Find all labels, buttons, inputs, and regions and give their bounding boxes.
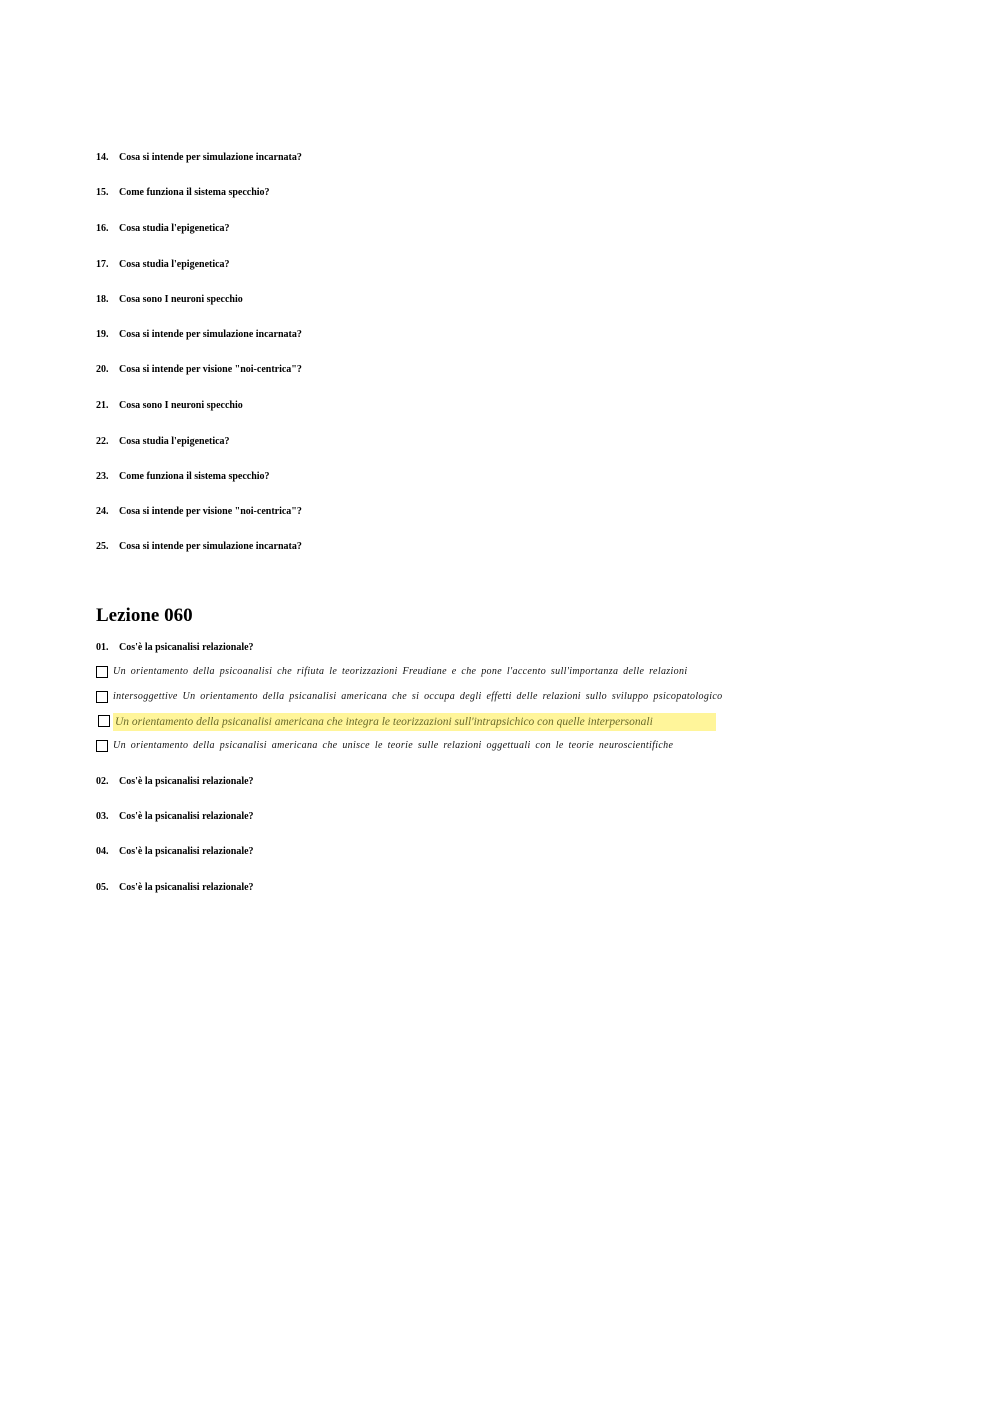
question-number: 02. <box>96 776 109 787</box>
question-item <box>96 152 302 164</box>
question-text: Cosa si intende per simulazione incarnata? <box>119 541 302 552</box>
question-text: Cosa si intende per visione "noi-centrica"? <box>119 506 302 517</box>
question-text: Cos'è la psicanalisi relazionale? <box>119 776 254 787</box>
question-text: Cos'è la psicanalisi relazionale? <box>119 811 254 822</box>
question-number: 18. <box>96 294 109 305</box>
question-text: Cosa si intende per simulazione incarnata? <box>119 152 302 163</box>
question-number: 15. <box>96 187 109 198</box>
question-number: 23. <box>96 471 109 482</box>
question-text: Cosa si intende per simulazione incarnata? <box>119 329 302 340</box>
answer-option-text: Un orientamento della psicoanalisi che rifiuta le teorizzazioni Freudiane e che pone l'accento sull'importanza delle relazioni <box>113 666 688 677</box>
checkbox[interactable] <box>96 691 108 703</box>
question-text: Cos'è la psicanalisi relazionale? <box>119 642 254 653</box>
question-number: 16. <box>96 223 109 234</box>
question-number: 14. <box>96 152 109 163</box>
question-number: 24. <box>96 506 109 517</box>
question-item <box>96 259 230 271</box>
question-item <box>96 541 302 553</box>
question-number: 20. <box>96 364 109 375</box>
question-text: Cos'è la psicanalisi relazionale? <box>119 882 254 893</box>
question-number: 21. <box>96 400 109 411</box>
checkbox[interactable] <box>96 740 108 752</box>
question-item <box>96 811 254 823</box>
question-item <box>96 187 270 199</box>
question-text: Come funziona il sistema specchio? <box>119 471 270 482</box>
question-number: 03. <box>96 811 109 822</box>
question-number: 25. <box>96 541 109 552</box>
question-item <box>96 329 302 341</box>
question-number: 01. <box>96 642 109 653</box>
question-number: 22. <box>96 436 109 447</box>
question-item <box>96 400 243 412</box>
question-item <box>96 506 302 518</box>
checkbox[interactable] <box>98 715 110 727</box>
question-item <box>96 776 254 788</box>
question-text: Cosa sono I neuroni specchio <box>119 400 243 411</box>
question-item <box>96 846 254 858</box>
question-text: Cosa sono I neuroni specchio <box>119 294 243 305</box>
answer-option-text: intersoggettive Un orientamento della psicanalisi americana che si occupa degli effetti delle relazioni sullo sviluppo psicopatologico <box>113 691 723 702</box>
question-item <box>96 436 230 448</box>
answer-option-text: Un orientamento della psicanalisi americana che integra le teorizzazioni sull'intrapsichico con quelle interpersonali <box>115 716 653 728</box>
checkbox[interactable] <box>96 666 108 678</box>
question-item <box>96 223 230 235</box>
question-number: 17. <box>96 259 109 270</box>
question-number: 05. <box>96 882 109 893</box>
question-text: Cos'è la psicanalisi relazionale? <box>119 846 254 857</box>
question-number: 04. <box>96 846 109 857</box>
question-item <box>96 364 302 376</box>
question-text: Cosa studia l'epigenetica? <box>119 223 230 234</box>
question-text: Cosa studia l'epigenetica? <box>119 436 230 447</box>
question-text: Come funziona il sistema specchio? <box>119 187 270 198</box>
question-item <box>96 294 243 306</box>
question-item <box>96 882 254 894</box>
answer-option-text: Un orientamento della psicanalisi americana che unisce le teorie sulle relazioni oggettuali con le teorie neuroscientifiche <box>113 740 674 751</box>
question-text: Cosa studia l'epigenetica? <box>119 259 230 270</box>
lesson-title: Lezione 060 <box>96 605 193 626</box>
question-item <box>96 642 254 654</box>
question-text: Cosa si intende per visione "noi-centrica"? <box>119 364 302 375</box>
question-item <box>96 471 270 483</box>
question-number: 19. <box>96 329 109 340</box>
